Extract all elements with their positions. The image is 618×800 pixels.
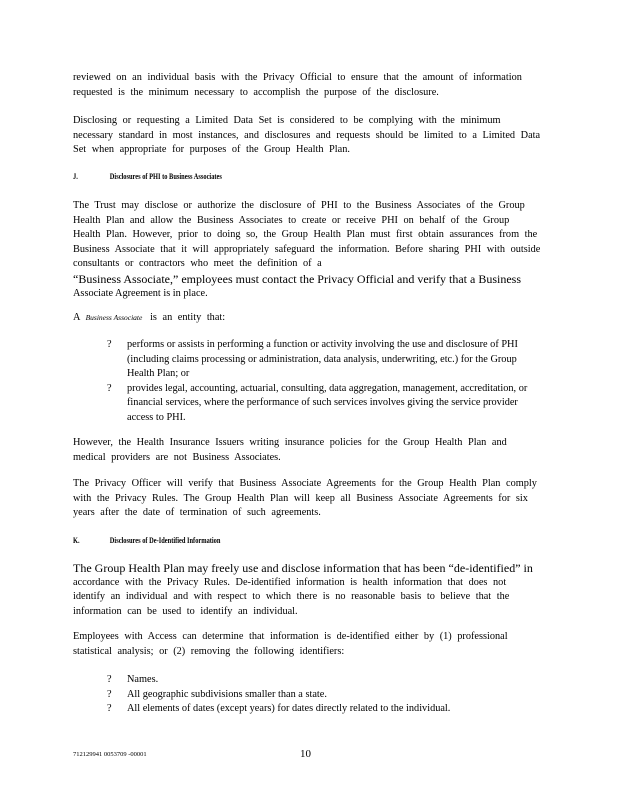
- business-associate-term: Business Associate: [85, 313, 143, 322]
- list-item: ? All elements of dates (except years) for dates directly related to the individual.: [107, 703, 451, 715]
- document-id: 712129941 0053709 -00001: [73, 751, 147, 758]
- paragraph-minimum-necessary: reviewed on an individual basis with the Privacy Official to ensure that the amount of information requested is the minimum necessary to accomplish the purpose of the disclosure.: [73, 72, 522, 98]
- list-item: ? provides legal, accounting, actuarial, consulting, data aggregation, management, accreditation, or financial services, where the performance of such services involves giving the service provider access to PHI.: [107, 382, 528, 423]
- business-associate-criteria-list: [107, 338, 537, 426]
- section-heading-k: K. Disclosures of De-Identified Information: [73, 536, 221, 545]
- paragraph-limited-data-set: Disclosing or requesting a Limited Data Set is considered to be complying with the minimum necessary standard in most instances, and disclosures and requests should be limited to a Limited Data Set when appropriate for purposes of the Group Health Plan.: [73, 115, 541, 156]
- page-number: 10: [300, 748, 311, 760]
- de-identified-sentence: The Group Health Plan may freely use and disclose information that has been “de-identified” in: [73, 561, 533, 575]
- business-associate-sentence: “Business Associate,” employees must contact the Privacy Official and verify that a Business: [73, 271, 522, 286]
- section-heading-j: J. Disclosures of PHI to Business Associates: [73, 172, 222, 181]
- paragraph-issuers-not-associates: However, the Health Insurance Issuers writing insurance policies for the Group Health Plan and medical providers are not Business Associates.: [73, 437, 507, 463]
- paragraph-employees-access: Employees with Access can determine that information is de-identified either by (1) professional statistical analysis; or (2) removing the following identifiers:: [73, 631, 508, 657]
- agreement-in-place-text: Associate Agreement is in place.: [73, 287, 208, 299]
- identifiers-list: [107, 673, 537, 717]
- paragraph-business-associates: The Trust may disclose or authorize the disclosure of PHI to the Business Associates of the Group Health Plan and allow the Business Associates to create or receive PHI on behalf of the Group Health Plan. However, prior to doing so, the Group Health Plan must first obtain assurances from the Business Associate that it will appropriately safeguard the information. Before sharing PHI with outside consultants or contractors who meet the definition of a “Business Associate,” employees must contact the Privacy Official and verify that a Business Associate Agreement is in place.: [73, 199, 541, 301]
- paragraph-privacy-officer-verify: The Privacy Officer will verify that Business Associate Agreements for the Group Health Plan comply with the Privacy Rules. The Group Health Plan will keep all Business Associate Agreements for six years after the date of termination of such agreements.: [73, 478, 537, 519]
- list-item: ? Names.: [107, 674, 159, 685]
- paragraph-de-identified: The Group Health Plan may freely use and disclose information that has been “de-identified” in accordance with the Privacy Rules. De-identified information is health information that does not identify an individual and with respect to which there is no reasonable basis to believe that the information can be used to identify an individual.: [73, 561, 541, 619]
- paragraph-business-associate-definition: A Business Associate is an entity that:: [73, 312, 226, 323]
- list-item: ? performs or assists in performing a function or activity involving the use and disclosure of PHI (including claims processing or administration, data analysis, underwriting, etc.) for the Group Health Plan; or: [107, 339, 518, 380]
- list-item: ? All geographic subdivisions smaller than a state.: [107, 688, 327, 700]
